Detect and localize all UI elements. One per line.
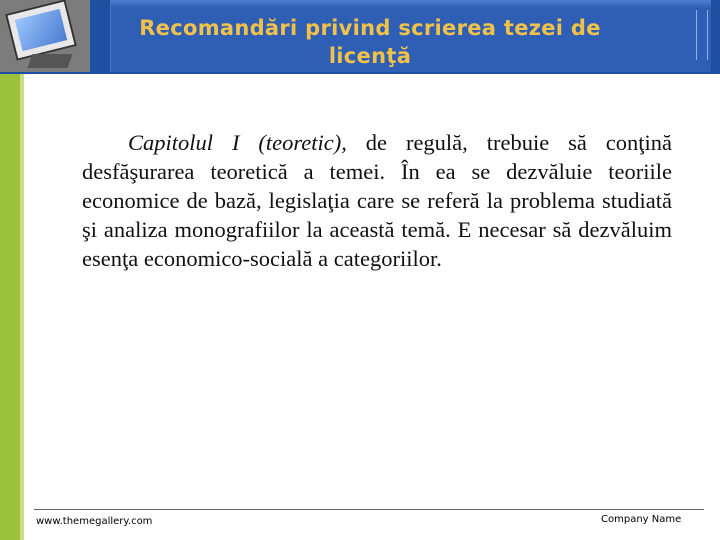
slide-body-text xyxy=(82,128,672,273)
footer-divider xyxy=(34,509,704,510)
footer-website: www.themegallery.com xyxy=(36,516,153,527)
side-stripe-light xyxy=(20,74,24,540)
slide-title-line1: Recomandări privind scrierea tezei de xyxy=(139,16,601,40)
side-stripe xyxy=(0,74,20,540)
monitor-shape xyxy=(5,0,77,61)
footer-company: Company Name xyxy=(601,514,682,525)
monitor-base xyxy=(27,54,72,68)
slide-title-line2: licenţă xyxy=(328,44,412,68)
header-decoration xyxy=(696,10,708,60)
chapter-lead: Capitolul I (teoretic), xyxy=(128,130,347,155)
body-paragraph: de regulă, trebuie să conţină desfăşurarea teoretică a temei. În ea se dezvăluie teoriile economice de bază, legislaţia care se referă la problema studiată şi analiza monografiilor la această temă. E necesar să dezvăluim esenţa economico-socială a categoriilor. xyxy=(82,130,673,271)
slide-title xyxy=(110,14,630,70)
monitor-screen xyxy=(15,9,67,51)
computer-monitor-logo-icon xyxy=(0,0,90,72)
